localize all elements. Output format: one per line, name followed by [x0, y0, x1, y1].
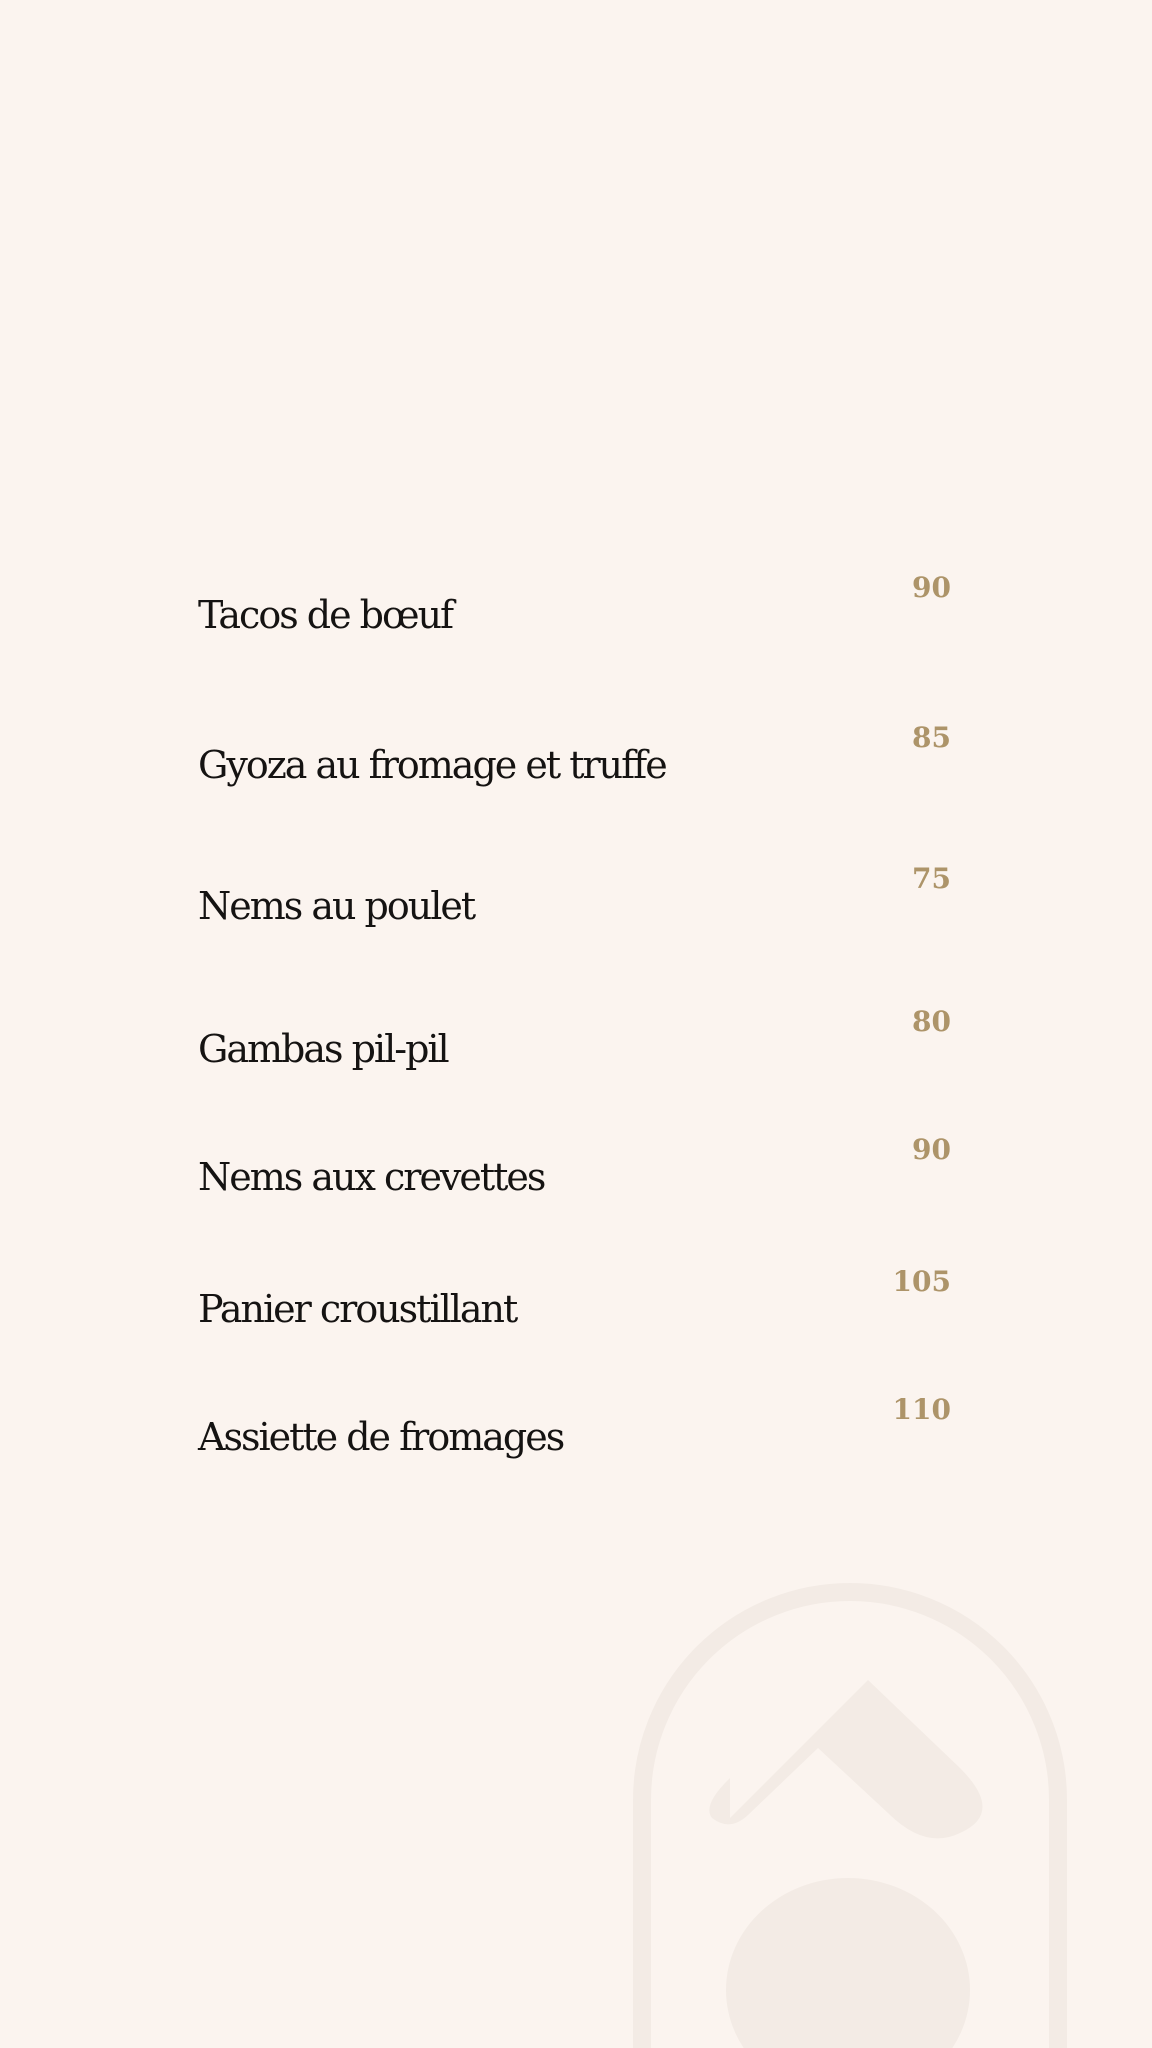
menu-item-name: Gyoza au fromage et truffe [198, 743, 666, 787]
menu-item [198, 721, 951, 787]
menu-item-name: Nems aux crevettes [198, 1155, 545, 1199]
menu-item-price: 75 [912, 862, 951, 895]
arch-logo-icon [620, 1580, 1080, 2048]
menu-item-price: 80 [912, 1005, 951, 1038]
roof-shape [709, 1680, 982, 1838]
menu-item [198, 1265, 951, 1331]
menu-item-price: 110 [892, 1393, 951, 1426]
menu-item-name: Tacos de bœuf [198, 593, 453, 637]
menu-item [198, 1393, 951, 1459]
menu-item-price: 90 [912, 571, 951, 604]
menu-item-name: Gambas pil-pil [198, 1027, 448, 1071]
menu-item-name: Nems au poulet [198, 884, 475, 928]
menu-item-price: 105 [892, 1265, 951, 1298]
menu-item-price: 90 [912, 1133, 951, 1166]
dome-shape [726, 1878, 970, 2048]
menu-item-name: Assiette de fromages [198, 1415, 564, 1459]
menu-item [198, 1005, 951, 1071]
menu-item [198, 571, 951, 637]
menu-item-name: Panier croustillant [198, 1287, 517, 1331]
menu-item-price: 85 [912, 721, 951, 754]
menu-item [198, 862, 951, 928]
menu-item [198, 1133, 951, 1199]
